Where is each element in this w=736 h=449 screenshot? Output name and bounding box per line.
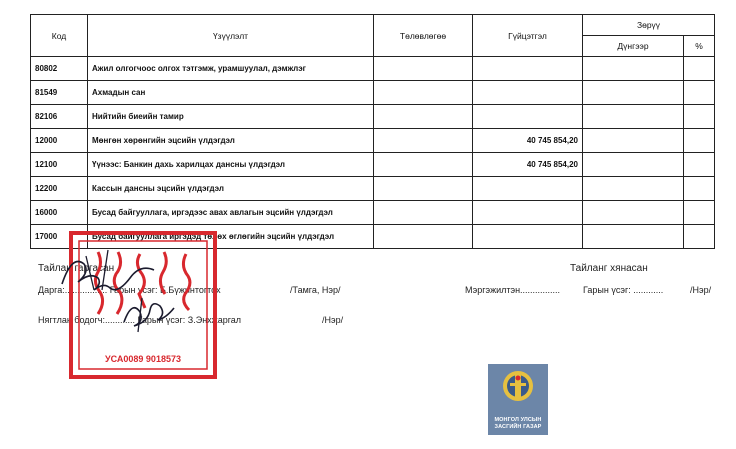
emblem-caption-line1: МОНГОЛ УЛСЫН [494, 417, 542, 423]
header-plan: Төлөвлөгөө [374, 15, 473, 57]
row-variance-amount [583, 129, 684, 153]
row-variance-percent [684, 81, 715, 105]
row-plan [374, 177, 473, 201]
row-variance-percent [684, 105, 715, 129]
header-actual: Гүйцэтгэл [473, 15, 583, 57]
row-plan [374, 201, 473, 225]
row-variance-amount [583, 57, 684, 81]
row-variance-amount [583, 81, 684, 105]
stamp-code: УСА0089 9018573 [105, 354, 181, 364]
row-actual [473, 177, 583, 201]
row-name: Бусад байгууллага иргэдэд төлөх өглөгийн эцсийн үлдэгдэл [88, 225, 374, 249]
soyombo-icon [488, 364, 548, 414]
specialist-note: /Нэр/ [690, 285, 712, 295]
row-variance-percent [684, 57, 715, 81]
row-code: 82106 [31, 105, 88, 129]
table-row [31, 153, 715, 177]
emblem-caption-line2: ЗАСГИЙН ГАЗАР [494, 424, 542, 430]
row-plan [374, 57, 473, 81]
row-variance-amount [583, 153, 684, 177]
row-code: 12000 [31, 129, 88, 153]
row-name: Кассын дансны эцсийн үлдэгдэл [88, 177, 374, 201]
row-actual [473, 225, 583, 249]
row-variance-percent [684, 201, 715, 225]
specialist-signature-line: Гарын үсэг: ............ [583, 285, 664, 295]
row-actual [473, 57, 583, 81]
row-variance-percent [684, 153, 715, 177]
table-row [31, 105, 715, 129]
row-code: 12100 [31, 153, 88, 177]
row-variance-percent [684, 225, 715, 249]
row-actual [473, 201, 583, 225]
row-code: 81549 [31, 81, 88, 105]
row-variance-amount [583, 177, 684, 201]
header-code: Код [31, 15, 88, 57]
row-code: 80802 [31, 57, 88, 81]
director-signature-line: Дарга:................. Гарын үсэг: Б.Бүжинтогтох [38, 285, 221, 295]
row-actual [473, 105, 583, 129]
row-variance-amount [583, 225, 684, 249]
row-name: Ахмадын сан [88, 81, 374, 105]
table-row [31, 81, 715, 105]
row-plan [374, 225, 473, 249]
government-emblem [488, 364, 548, 435]
header-variance: Зөрүү [583, 15, 715, 36]
row-actual [473, 81, 583, 105]
accountant-signature-line: Нягтлан бодогч:............ Гарын үсэг: З.Энхжаргал [38, 315, 242, 325]
row-code: 12200 [31, 177, 88, 201]
table-row [31, 177, 715, 201]
header-indicator: Үзүүлэлт [88, 15, 374, 57]
row-plan [374, 153, 473, 177]
table-row [31, 57, 715, 81]
row-name: Нийтийн биеийн тамир [88, 105, 374, 129]
accountant-handwritten-signature [120, 292, 180, 337]
row-name: Ажил олгогчоос олгох тэтгэмж, урамшуулал, дэмжлэг [88, 57, 374, 81]
row-name: Мөнгөн хөрөнгийн эцсийн үлдэгдэл [88, 129, 374, 153]
specialist-line: Мэргэжилтэн................ [465, 285, 561, 295]
row-variance-amount [583, 105, 684, 129]
reviewed-by-title: Тайланг хянасан [570, 263, 648, 274]
row-actual: 40 745 854,20 [473, 129, 583, 153]
header-variance-percent: % [684, 36, 715, 57]
row-name: Бусад байгууллага, иргэдээс авах авлагын эцсийн үлдэгдэл [88, 201, 374, 225]
row-variance-amount [583, 201, 684, 225]
row-code: 17000 [31, 225, 88, 249]
row-variance-percent [684, 177, 715, 201]
header-variance-amount: Дүнгээр [583, 36, 684, 57]
row-actual: 40 745 854,20 [473, 153, 583, 177]
accountant-note: /Нэр/ [322, 315, 344, 325]
table-row [31, 129, 715, 153]
report-table [30, 14, 715, 249]
director-note: /Тамга, Нэр/ [290, 285, 341, 295]
row-plan [374, 81, 473, 105]
row-code: 16000 [31, 201, 88, 225]
row-name: Үүнээс: Банкин дахь харилцах дансны үлдэгдэл [88, 153, 374, 177]
table-row [31, 201, 715, 225]
row-plan [374, 129, 473, 153]
prepared-by-title: Тайлан гаргасан [38, 263, 115, 274]
row-plan [374, 105, 473, 129]
row-variance-percent [684, 129, 715, 153]
